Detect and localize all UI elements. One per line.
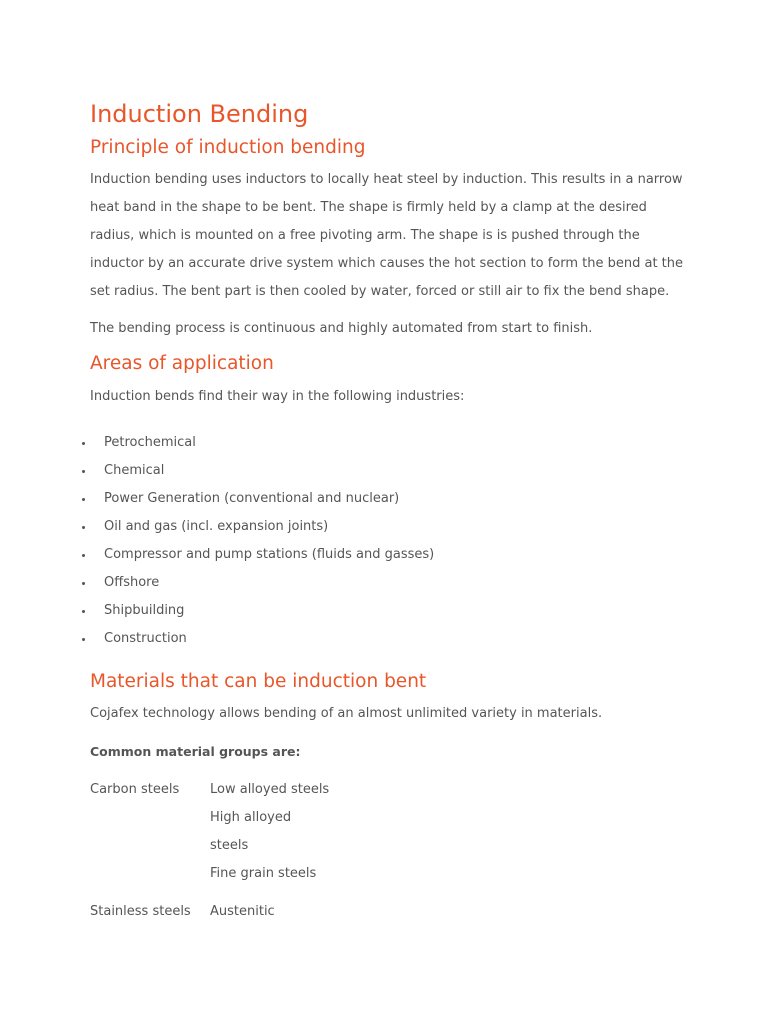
paragraph-line: inductor by an accurate drive system which causes the hot section to form the bend at the: [90, 256, 684, 271]
material-group-row: [90, 776, 329, 888]
bullet-icon: [82, 470, 85, 473]
bullet-icon: [82, 638, 85, 641]
bullet-icon: [82, 498, 85, 501]
industries-list: [90, 429, 434, 653]
heading-materials: Materials that can be induction bent: [90, 671, 427, 692]
material-item: Austenitic: [210, 904, 275, 919]
groups-label: Common material groups are:: [90, 744, 301, 759]
material-category: Stainless steels: [90, 904, 191, 919]
list-item: Compressor and pump stations (fluids and gasses): [90, 541, 434, 569]
page-title: Induction Bending: [90, 100, 309, 128]
bullet-icon: [82, 526, 85, 529]
material-items: [210, 898, 275, 926]
list-item: Shipbuilding: [90, 597, 434, 625]
materials-intro: Cojafex technology allows bending of an almost unlimited variety in materials.: [90, 706, 603, 721]
bullet-icon: [82, 582, 85, 585]
material-item: Low alloyed steels: [210, 782, 330, 797]
paragraph-line: Induction bending uses inductors to locally heat steel by induction. This results in a narrow: [90, 172, 683, 187]
list-item: Power Generation (conventional and nuclear): [90, 485, 434, 513]
paragraph-principle: [90, 166, 690, 306]
material-group-row: [90, 898, 329, 926]
list-item: Chemical: [90, 457, 434, 485]
material-item: steels: [210, 838, 249, 853]
material-category: Carbon steels: [90, 782, 180, 797]
paragraph-process: The bending process is continuous and highly automated from start to finish.: [90, 321, 593, 336]
list-item: Construction: [90, 625, 434, 653]
bullet-icon: [82, 610, 85, 613]
material-item: High alloyed: [210, 810, 292, 825]
paragraph-line: radius, which is mounted on a free pivoting arm. The shape is is pushed through the: [90, 228, 640, 243]
bullet-icon: [82, 554, 85, 557]
application-intro: Induction bends find their way in the following industries:: [90, 389, 465, 404]
list-item: Offshore: [90, 569, 434, 597]
material-groups-table: [90, 776, 329, 926]
heading-principle: Principle of induction bending: [90, 137, 366, 158]
paragraph-line: heat band in the shape to be bent. The shape is firmly held by a clamp at the desired: [90, 200, 647, 215]
material-items: [210, 776, 329, 888]
list-item: Oil and gas (incl. expansion joints): [90, 513, 434, 541]
list-item: Petrochemical: [90, 429, 434, 457]
bullet-icon: [82, 442, 85, 445]
material-item: Fine grain steels: [210, 866, 317, 881]
paragraph-line: set radius. The bent part is then cooled by water, forced or still air to fix the bend shape.: [90, 284, 670, 299]
heading-application: Areas of application: [90, 353, 274, 374]
